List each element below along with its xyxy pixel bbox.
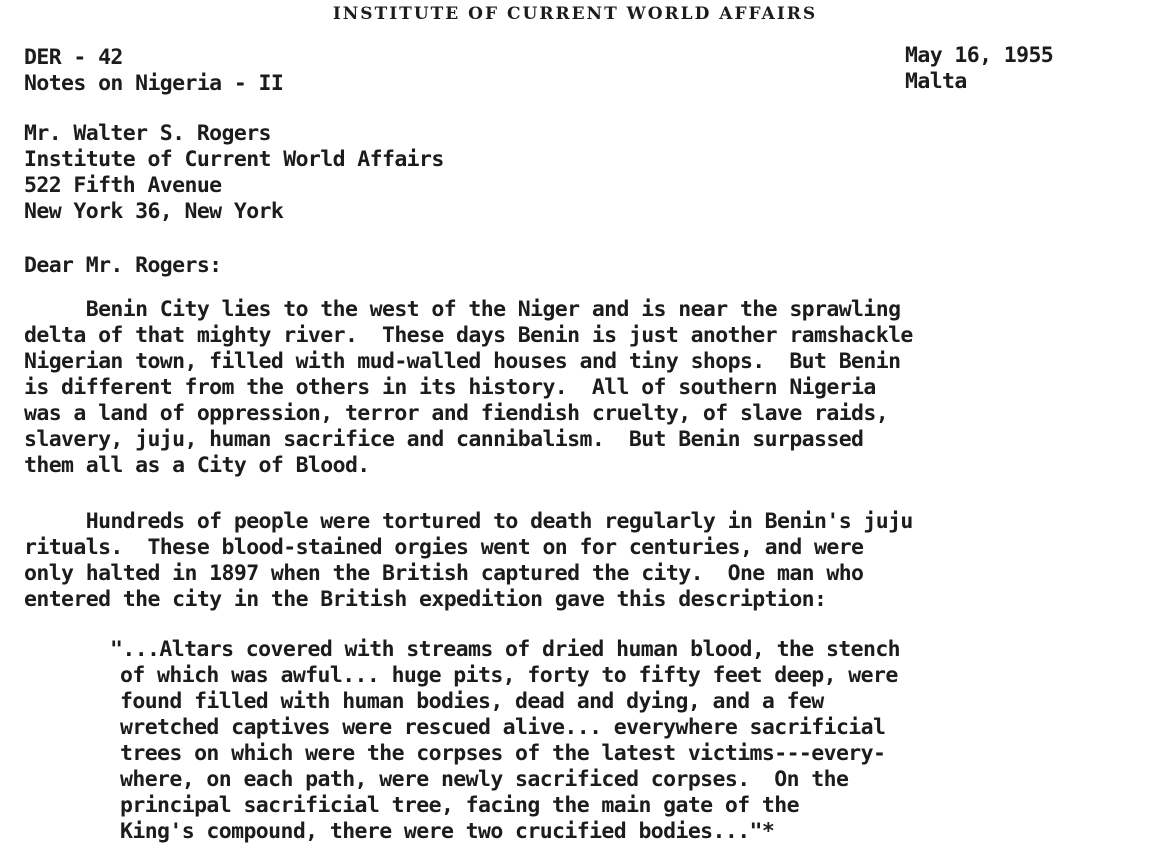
letter-place: Malta	[905, 69, 967, 94]
recipient-line: Mr. Walter S. Rogers	[24, 121, 271, 146]
quote-line: King's compound, there were two crucified bodies..."*	[120, 819, 775, 844]
letter-subject: Notes on Nigeria - II	[24, 71, 284, 96]
quote-line: where, on each path, were newly sacrificed corpses. On the	[120, 767, 849, 792]
paragraph-line: them all as a City of Blood.	[24, 453, 370, 478]
paragraph-line: Hundreds of people were tortured to death regularly in Benin's juju	[24, 509, 913, 534]
quote-line: trees on which were the corpses of the latest victims---every-	[120, 741, 886, 766]
paragraph-line: slavery, juju, human sacrifice and cannibalism. But Benin surpassed	[24, 427, 864, 452]
paragraph-line: Nigerian town, filled with mud-walled houses and tiny shops. But Benin	[24, 349, 901, 374]
quote-line: "...Altars covered with streams of dried human blood, the stench	[110, 637, 901, 662]
paragraph-line: Benin City lies to the west of the Niger and is near the sprawling	[24, 297, 901, 322]
paragraph-line: rituals. These blood-stained orgies went on for centuries, and were	[24, 535, 864, 560]
recipient-line: New York 36, New York	[24, 199, 284, 224]
reference-number: DER - 42	[24, 45, 123, 70]
recipient-line: Institute of Current World Affairs	[24, 147, 444, 172]
quote-line: found filled with human bodies, dead and dying, and a few	[120, 689, 824, 714]
quote-line: wretched captives were rescued alive... everywhere sacrificial	[120, 715, 886, 740]
paragraph-line: was a land of oppression, terror and fiendish cruelty, of slave raids,	[24, 401, 889, 426]
salutation: Dear Mr. Rogers:	[24, 253, 222, 278]
paragraph-line: entered the city in the British expedition gave this description:	[24, 587, 827, 612]
paragraph-line: only halted in 1897 when the British captured the city. One man who	[24, 561, 864, 586]
recipient-line: 522 Fifth Avenue	[24, 173, 222, 198]
letter-date: May 16, 1955	[905, 43, 1054, 68]
paragraph-line: is different from the others in its history. All of southern Nigeria	[24, 375, 876, 400]
letterhead: INSTITUTE OF CURRENT WORLD AFFAIRS	[332, 4, 818, 24]
quote-line: principal sacrificial tree, facing the main gate of the	[120, 793, 799, 818]
quote-line: of which was awful... huge pits, forty to fifty feet deep, were	[120, 663, 898, 688]
paragraph-line: delta of that mighty river. These days Benin is just another ramshackle	[24, 323, 913, 348]
